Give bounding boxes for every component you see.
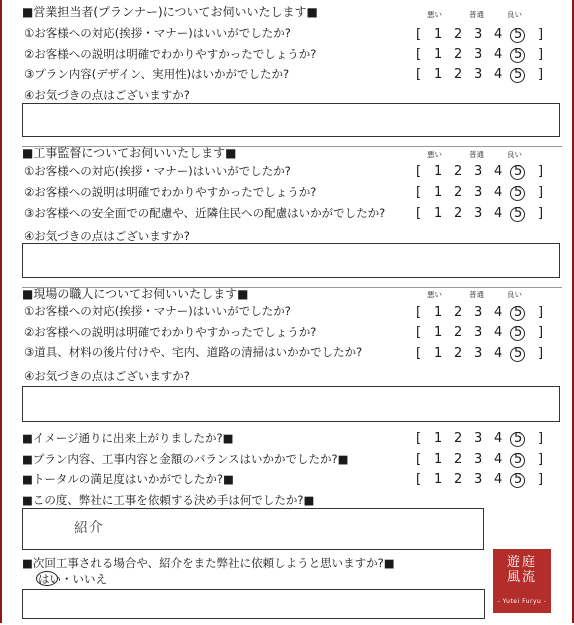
rating-option-5[interactable]: 5: [514, 164, 523, 179]
selected-rating-circle: [510, 207, 525, 222]
bracket-close: ]: [538, 452, 544, 467]
rating-option-2[interactable]: 2: [454, 431, 463, 446]
question-1-2: ②お客様への説明は明確でわかりやすかったでしょうか?: [24, 47, 317, 61]
bracket-open: [: [416, 206, 422, 221]
selected-rating-circle: [510, 473, 525, 488]
rating-option-5[interactable]: 5: [514, 305, 523, 320]
rating-option-3[interactable]: 3: [474, 67, 483, 82]
comment-box-1[interactable]: [22, 103, 560, 137]
question-1-1: ①お客様への対応(挨拶・マナー)はいいがでしたか?: [24, 26, 291, 40]
rating-option-3[interactable]: 3: [474, 431, 483, 446]
selected-rating-circle: [510, 306, 525, 321]
seal-logo-text: 遊庭風流: [506, 555, 537, 585]
referral-question: ■次回工事される場合や、紹介をまた弊社に依頼しようと思いますか?■: [22, 556, 395, 570]
selected-option-circle: [36, 571, 58, 586]
rating-option-5[interactable]: 5: [514, 27, 523, 42]
rating-option-1[interactable]: 1: [434, 47, 443, 62]
referral-option-no[interactable]: ・いいえ: [61, 572, 107, 586]
rating-option-3[interactable]: 3: [474, 206, 483, 221]
rating-option-3[interactable]: 3: [474, 164, 483, 179]
scale-header: 悪い 普通 良い: [427, 10, 522, 19]
bracket-close: ]: [538, 305, 544, 320]
bracket-close: ]: [538, 472, 544, 487]
referral-comment-box[interactable]: [22, 589, 485, 619]
selected-rating-circle: [510, 347, 525, 362]
selected-rating-circle: [510, 165, 525, 180]
rating-option-4[interactable]: 4: [494, 325, 503, 340]
rating-option-1[interactable]: 1: [434, 305, 443, 320]
comment-box-2[interactable]: [22, 243, 560, 278]
rating-option-3[interactable]: 3: [474, 47, 483, 62]
selected-rating-circle: [510, 68, 525, 83]
rating-option-1[interactable]: 1: [434, 431, 443, 446]
scale-header: 悪い 普通 良い: [427, 290, 522, 299]
bracket-open: [: [416, 452, 422, 467]
rating-option-1[interactable]: 1: [434, 27, 443, 42]
rating-option-1[interactable]: 1: [434, 452, 443, 467]
question-3-3: ③道具、材料の後片付けや、宅内、道路の清掃はいかかでしたか?: [24, 345, 363, 359]
question-2-1: ①お客様への対応(挨拶・マナー)はいいがでしたか?: [24, 164, 291, 178]
rating-option-4[interactable]: 4: [494, 185, 503, 200]
rating-option-5[interactable]: 5: [514, 206, 523, 221]
company-seal-logo: [493, 549, 551, 613]
rating-option-5[interactable]: 5: [514, 431, 523, 446]
rating-option-5[interactable]: 5: [514, 47, 523, 62]
rating-option-2[interactable]: 2: [454, 305, 463, 320]
overall-question-3: ■トータルの満足度はいかがでしたか?■: [22, 472, 234, 486]
rating-option-4[interactable]: 4: [494, 164, 503, 179]
question-3-2: ②お客様への説明は明確でわかりやすかったでしょうか?: [24, 325, 317, 339]
selected-rating-circle: [510, 326, 525, 341]
bracket-open: [: [416, 346, 422, 361]
rating-option-4[interactable]: 4: [494, 472, 503, 487]
rating-option-4[interactable]: 4: [494, 346, 503, 361]
bracket-open: [: [416, 472, 422, 487]
rating-option-2[interactable]: 2: [454, 164, 463, 179]
bracket-open: [: [416, 67, 422, 82]
rating-option-3[interactable]: 3: [474, 185, 483, 200]
bracket-open: [: [416, 325, 422, 340]
comment-label-2: ④お気づきの点はございますか?: [24, 229, 190, 243]
rating-option-2[interactable]: 2: [454, 452, 463, 467]
question-3-1: ①お客様への対応(挨拶・マナー)はいいがでしたか?: [24, 304, 291, 318]
rating-option-4[interactable]: 4: [494, 305, 503, 320]
rating-option-2[interactable]: 2: [454, 325, 463, 340]
comment-box-3[interactable]: [22, 386, 560, 422]
selected-rating-circle: [510, 432, 525, 447]
selected-rating-circle: [510, 186, 525, 201]
rating-option-1[interactable]: 1: [434, 346, 443, 361]
rating-option-2[interactable]: 2: [454, 27, 463, 42]
section-2-title: ■工事監督についてお伺いいたします■: [22, 146, 237, 160]
deciding-factor-question: ■この度、弊社に工事を依頼する決め手は何でしたか?■: [22, 493, 315, 507]
bracket-close: ]: [538, 47, 544, 62]
rating-option-4[interactable]: 4: [494, 452, 503, 467]
rating-option-2[interactable]: 2: [454, 206, 463, 221]
rating-option-3[interactable]: 3: [474, 452, 483, 467]
rating-option-4[interactable]: 4: [494, 27, 503, 42]
selected-rating-circle: [510, 453, 525, 468]
bracket-close: ]: [538, 206, 544, 221]
bracket-open: [: [416, 185, 422, 200]
rating-option-3[interactable]: 3: [474, 472, 483, 487]
handwritten-answer: 紹介: [73, 519, 105, 537]
section-3-title: ■現場の職人についてお伺いいたします■: [22, 287, 249, 301]
rating-option-1[interactable]: 1: [434, 164, 443, 179]
rating-option-5[interactable]: 5: [514, 452, 523, 467]
rating-option-1[interactable]: 1: [434, 67, 443, 82]
bracket-close: ]: [538, 67, 544, 82]
rating-option-4[interactable]: 4: [494, 206, 503, 221]
rating-option-2[interactable]: 2: [454, 47, 463, 62]
rating-option-4[interactable]: 4: [494, 431, 503, 446]
referral-option-yes[interactable]: はい: [38, 572, 61, 586]
bracket-close: ]: [538, 325, 544, 340]
rating-option-3[interactable]: 3: [474, 325, 483, 340]
rating-option-2[interactable]: 2: [454, 346, 463, 361]
question-1-3: ③プラン内容(デザイン、実用性)はいかがでしたか?: [24, 67, 290, 81]
rating-option-4[interactable]: 4: [494, 67, 503, 82]
comment-label-3: ④お気づきの点はございますか?: [24, 369, 190, 383]
bracket-open: [: [416, 431, 422, 446]
bracket-close: ]: [538, 27, 544, 42]
rating-option-1[interactable]: 1: [434, 472, 443, 487]
rating-option-5[interactable]: 5: [514, 185, 523, 200]
bracket-open: [: [416, 47, 422, 62]
bracket-close: ]: [538, 431, 544, 446]
bracket-close: ]: [538, 346, 544, 361]
bracket-open: [: [416, 27, 422, 42]
rating-option-5[interactable]: 5: [514, 346, 523, 361]
rating-option-5[interactable]: 5: [514, 325, 523, 340]
rating-option-2[interactable]: 2: [454, 472, 463, 487]
rating-option-1[interactable]: 1: [434, 185, 443, 200]
seal-subtitle: - Yutei Furyu -: [497, 598, 547, 605]
selected-rating-circle: [510, 28, 525, 43]
question-2-2: ②お客様への説明は明確でわかりやすかったでしょうか?: [24, 185, 317, 199]
bracket-close: ]: [538, 164, 544, 179]
overall-question-2: ■プラン内容、工事内容と金額のバランスはいかかでしたか?■: [22, 452, 349, 466]
rating-option-1[interactable]: 1: [434, 206, 443, 221]
overall-question-1: ■イメージ通りに出来上がりましたか?■: [22, 431, 234, 445]
rating-option-3[interactable]: 3: [474, 27, 483, 42]
section-1-title: ■営業担当者(プランナー)についてお伺いいたします■: [22, 5, 318, 19]
rating-option-2[interactable]: 2: [454, 185, 463, 200]
rating-option-3[interactable]: 3: [474, 346, 483, 361]
rating-option-1[interactable]: 1: [434, 325, 443, 340]
question-2-3: ③お客様への安全面での配慮や、近隣住民への配慮はいかがでしたか?: [24, 206, 386, 220]
rating-option-5[interactable]: 5: [514, 472, 523, 487]
rating-option-4[interactable]: 4: [494, 47, 503, 62]
bracket-close: ]: [538, 185, 544, 200]
rating-option-3[interactable]: 3: [474, 305, 483, 320]
bracket-open: [: [416, 164, 422, 179]
comment-label-1: ④お気づきの点はございますか?: [24, 88, 190, 102]
scale-header: 悪い 普通 良い: [427, 150, 522, 159]
rating-option-5[interactable]: 5: [514, 67, 523, 82]
selected-rating-circle: [510, 48, 525, 63]
rating-option-2[interactable]: 2: [454, 67, 463, 82]
bracket-open: [: [416, 305, 422, 320]
